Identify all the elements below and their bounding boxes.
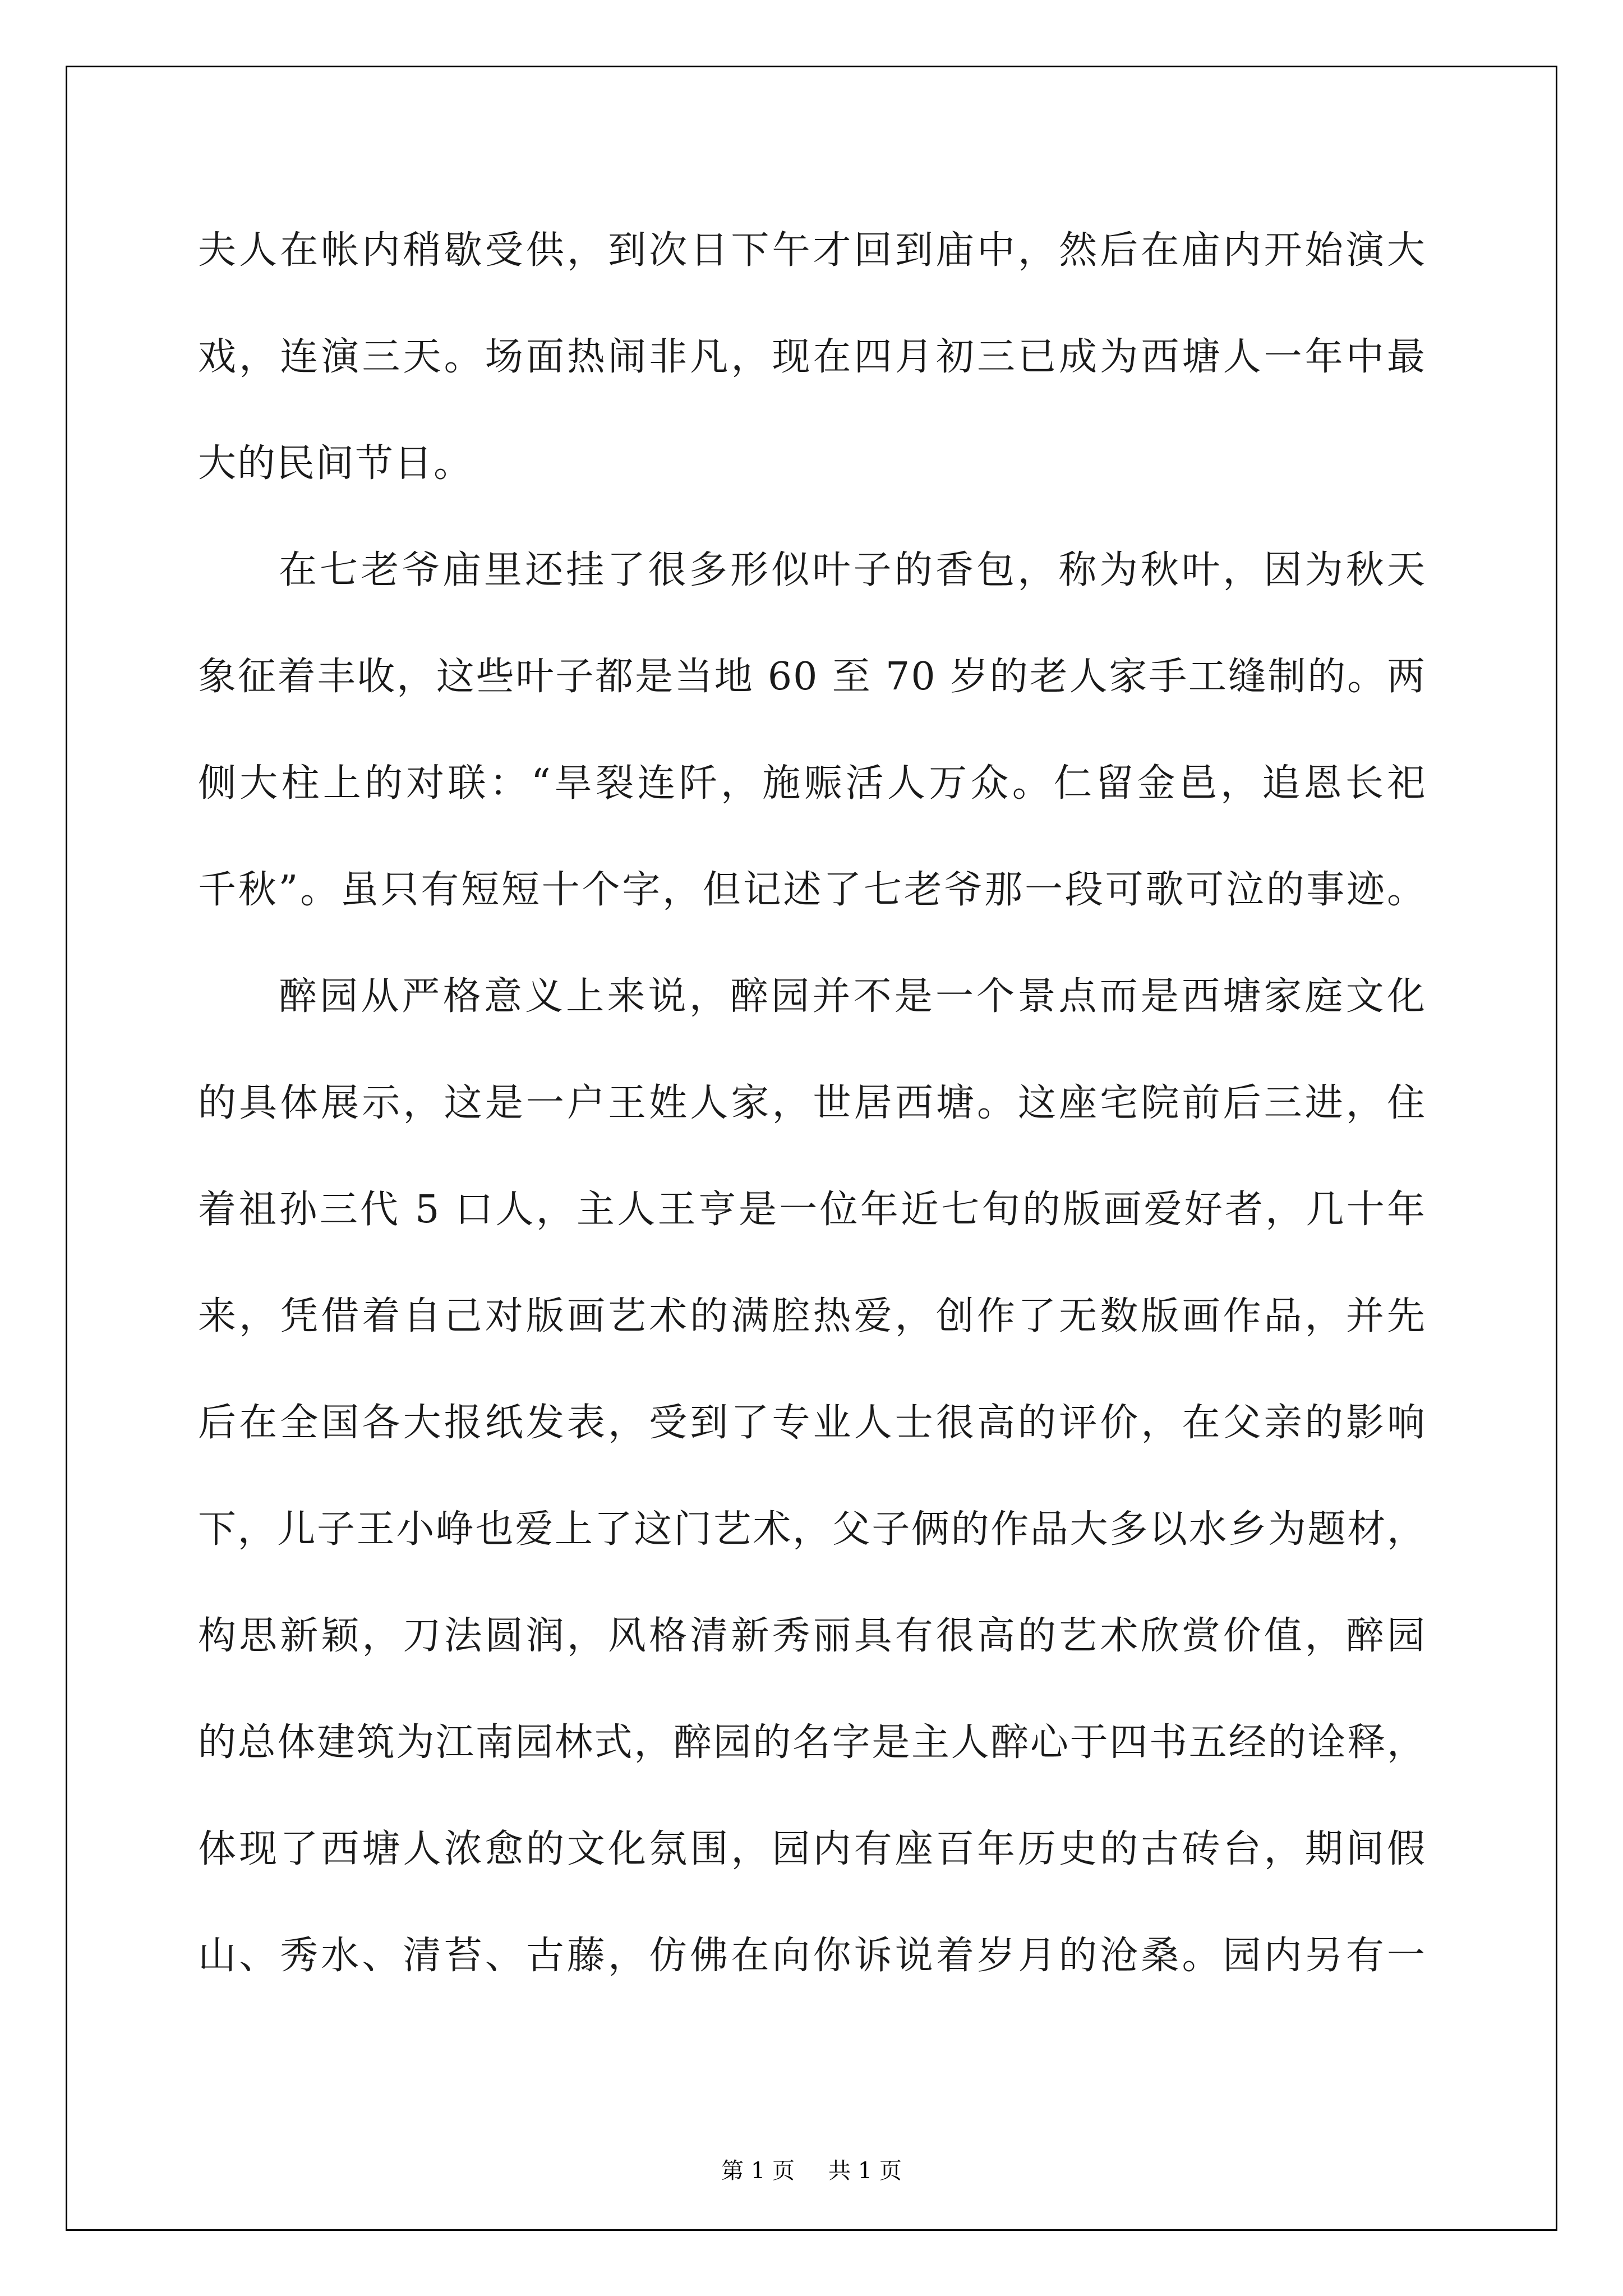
text-line: 戏，连演三天。场面热闹非凡，现在四月初三已成为西塘人一年中最 bbox=[198, 335, 1426, 379]
document-body bbox=[198, 197, 1426, 2009]
text-line: 的总体建筑为江南园林式，醉园的名字是主人醉心于四书五经的诠释， bbox=[198, 1720, 1426, 1765]
text-line: 的具体展示，这是一户王姓人家，世居西塘。这座宅院前后三进，住 bbox=[198, 1081, 1426, 1125]
text-line: 体现了西塘人浓愈的文化氛围，园内有座百年历史的古砖台，期间假 bbox=[198, 1827, 1426, 1871]
text-line: 夫人在帐内稍歇受供，到次日下午才回到庙中，然后在庙内开始演大 bbox=[198, 228, 1426, 273]
text-line: 后在全国各大报纸发表，受到了专业人士很高的评价，在父亲的影响 bbox=[198, 1401, 1426, 1445]
page-footer bbox=[0, 2153, 1623, 2185]
paragraph-first-line: 醉园从严格意义上来说，醉园并不是一个景点而是西塘家庭文化 bbox=[279, 974, 1426, 1019]
text-line: 山、秀水、清苔、古藤，仿佛在向你诉说着岁月的沧桑。园内另有一 bbox=[198, 1934, 1426, 1978]
text-line: 下，儿子王小峥也爱上了这门艺术，父子俩的作品大多以水乡为题材， bbox=[198, 1507, 1426, 1552]
paragraph-first-line: 在七老爷庙里还挂了很多形似叶子的香包，称为秋叶，因为秋天 bbox=[279, 548, 1426, 592]
text-line: 千秋”。虽只有短短十个字，但记述了七老爷那一段可歌可泣的事迹。 bbox=[198, 868, 1426, 912]
text-line: 来，凭借着自己对版画艺术的满腔热爱，创作了无数版画作品，并先 bbox=[198, 1294, 1426, 1338]
text-line: 构思新颖，刀法圆润，风格清新秀丽具有很高的艺术欣赏价值，醉园 bbox=[198, 1614, 1426, 1658]
text-line: 侧大柱上的对联：“旱裂连阡，施赈活人万众。仁留金邑，追恩长祀 bbox=[198, 761, 1426, 806]
text-line: 着祖孙三代 5 口人，主人王亨是一位年近七旬的版画爱好者，几十年 bbox=[198, 1188, 1426, 1232]
page-number-current: 第 1 页 bbox=[721, 2158, 795, 2184]
text-line: 象征着丰收，这些叶子都是当地 60 至 70 岁的老人家手工缝制的。两 bbox=[198, 655, 1426, 699]
text-line: 大的民间节日。 bbox=[198, 441, 473, 486]
page-number-total: 共 1 页 bbox=[828, 2158, 902, 2184]
